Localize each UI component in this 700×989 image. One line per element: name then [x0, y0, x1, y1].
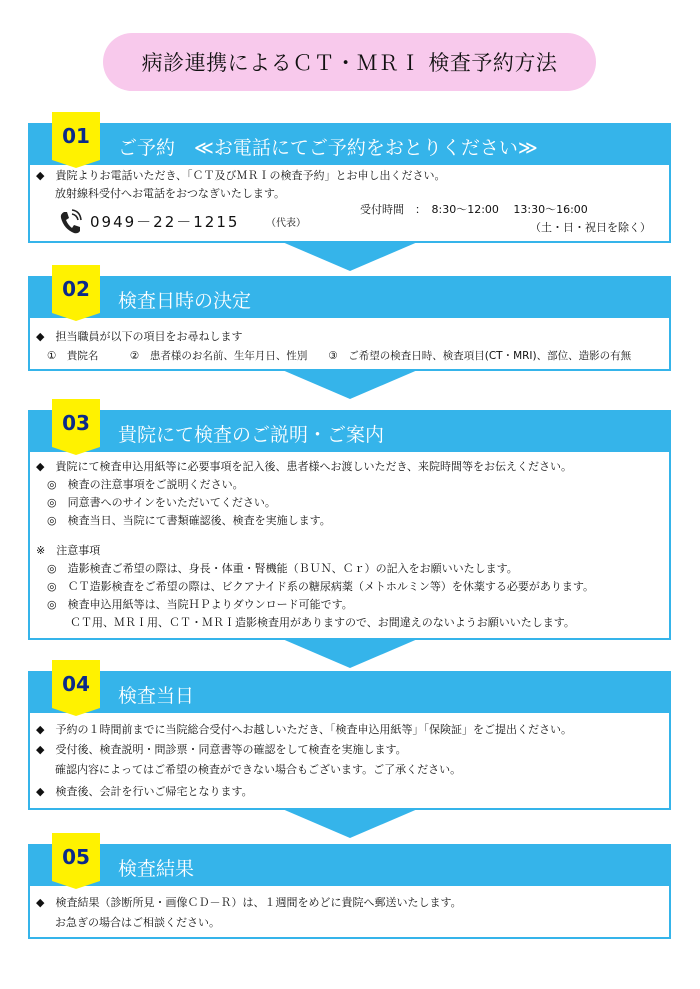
text-line: ＣＴ用、ＭＲＩ用、ＣＴ・ＭＲＩ造影検査用がありますので、お間違えのないようお願いいたします。: [70, 616, 575, 629]
text-line: お急ぎの場合はご相談ください。: [55, 916, 220, 929]
step-number-badge: 04: [52, 660, 100, 708]
text-line: ◎ 検査の注意事項をご説明ください。: [47, 478, 244, 491]
section-heading: 貴院にて検査のご説明・ご案内: [118, 424, 385, 446]
section-header: [30, 278, 669, 318]
phone-number: 0949－22－1215: [90, 213, 240, 231]
section-body: [30, 886, 669, 937]
section-schedule: [28, 276, 671, 371]
text-line: ◎ 造影検査ご希望の際は、身長・体重・腎機能（ＢＵＮ、Ｃｒ）の記入をお願いいたします。: [47, 562, 518, 575]
step-number-badge: 03: [52, 399, 100, 447]
text-line: ◆ 担当職員が以下の項目をお尋ねします: [36, 330, 243, 343]
section-exam-day: [28, 671, 671, 810]
flow-arrow: [280, 638, 420, 668]
step-number-badge: 02: [52, 265, 100, 313]
text-line: 確認内容によってはご希望の検査ができない場合もございます。ご了承ください。: [55, 763, 462, 776]
text-line: ◆ 検査結果（診断所見・画像ＣＤ－Ｒ）は、１週間をめどに貴院へ郵送いたします。: [36, 896, 462, 909]
step-number-badge: 01: [52, 112, 100, 160]
section-header: [30, 125, 669, 165]
text-line: ◆ 貴院よりお電話いただき、「ＣＴ及びＭＲＩの検査予約」とお申し出ください。: [36, 169, 446, 182]
text-line: ◆ 受付後、検査説明・問診票・同意書等の確認をして検査を実施します。: [36, 743, 407, 756]
text-line: ◆ 貴院にて検査申込用紙等に必要事項を記入後、患者様へお渡しいただき、来院時間等をお伝えください。: [36, 460, 573, 473]
section-results: [28, 844, 671, 939]
hours-note: （土・日・祝日を除く）: [530, 221, 651, 234]
section-body: [30, 318, 669, 369]
section-body: [30, 713, 669, 808]
text-line: ◎ 検査当日、当院にて書類確認後、検査を実施します。: [47, 514, 331, 527]
reception-hours: 受付時間 ： 8:30～12:00 13:30～16:00: [360, 203, 588, 216]
section-heading: ご予約 ≪お電話にてご予約をおとりください≫: [118, 137, 538, 159]
step-number-badge: 05: [52, 833, 100, 881]
section-heading: 検査日時の決定: [118, 290, 252, 312]
phone-icon: [58, 209, 82, 235]
section-header: [30, 846, 669, 886]
section-heading: 検査結果: [118, 858, 195, 880]
phone-note: （代表）: [266, 218, 306, 229]
section-body: [30, 165, 669, 241]
flow-arrow: [280, 369, 420, 399]
flow-arrow: [280, 808, 420, 838]
text-line: ◆ 予約の１時間前までに当院総合受付へお越しいただき、「検査申込用紙等」「保険証」をご提出ください。: [36, 723, 573, 736]
page-title: 病診連携によるＣＴ・ＭＲＩ 検査予約方法: [103, 33, 596, 91]
text-line: ◆ 検査後、会計を行いご帰宅となります。: [36, 785, 253, 798]
text-line: 放射線科受付へお電話をおつなぎいたします。: [55, 187, 286, 200]
section-explanation: [28, 410, 671, 640]
section-header: [30, 673, 669, 713]
section-reservation: [28, 123, 671, 243]
text-line: ◎ 同意書へのサインをいただいてください。: [47, 496, 276, 509]
text-line: ① 貴院名 ② 患者様のお名前、生年月日、性別 ③ ご希望の検査日時、検査項目(CT・MRI)、部位、造影の有無: [47, 350, 632, 362]
text-line: ◎ ＣＴ造影検査をご希望の際は、ビクアナイド系の糖尿病薬（メトホルミン等）を休薬する必要があります。: [47, 580, 594, 593]
section-heading: 検査当日: [118, 685, 195, 707]
text-line: ◎ 検査申込用紙等は、当院ＨＰよりダウンロード可能です。: [47, 598, 353, 611]
section-body: [30, 452, 669, 638]
section-header: [30, 412, 669, 452]
flow-arrow: [280, 241, 420, 271]
notes-heading: ※ 注意事項: [36, 544, 101, 557]
